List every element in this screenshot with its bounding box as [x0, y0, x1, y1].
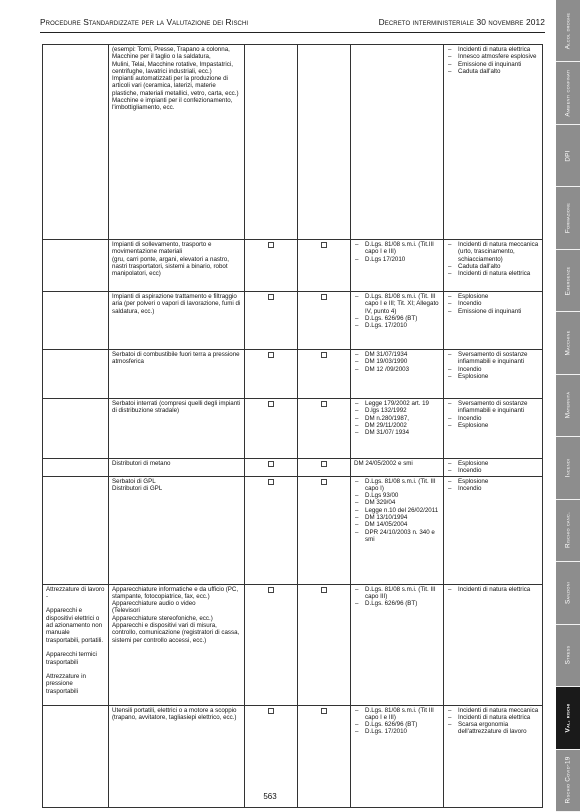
risk-cell	[444, 350, 543, 399]
regulation-item: – D.Lgs. 626/96 (BT)	[354, 600, 440, 607]
regulation-item: – D.Lgs. 17/2010	[354, 728, 440, 735]
regulation-cell	[351, 350, 444, 399]
sidebar-tab[interactable]	[556, 437, 580, 499]
checkbox[interactable]	[321, 352, 327, 358]
header-right-title: Decreto interministeriale 30 novembre 2012	[378, 17, 545, 27]
sidebar-tab[interactable]	[556, 750, 580, 812]
equipment-cell: (esempi: Torni, Presse, Trapano a colonna, Macchine per il taglio o la saldatura, Mulini, Telai, Macchine rotative, Impastatrici, centrifughe, lavatrici industriali, ecc.) Impianti automatizzati per la produzione di articoli vari (ceramica, laterizi, materie plastiche, materiali metallici, vetro, carta, ecc.) Macchine e impianti per il confezionamento, l'imbottigliamento, ecc.	[109, 45, 245, 240]
header-left-title: Procedure Standardizzate per la Valutazione dei Rischi	[40, 17, 249, 27]
risk-cell	[444, 292, 543, 350]
risk-item: – Incidenti di natura elettrica	[447, 714, 539, 721]
checkbox[interactable]	[321, 401, 327, 407]
sidebar-tab-label: Formazione	[564, 203, 572, 234]
table-row	[43, 476, 543, 584]
category-cell	[43, 350, 109, 399]
regulation-item: – DM n.280/1987,	[354, 415, 440, 422]
checkbox[interactable]	[268, 352, 274, 358]
risk-table	[42, 44, 543, 808]
checkbox[interactable]	[268, 461, 274, 467]
regulation-item: – D.lgs 132/1992	[354, 407, 440, 414]
presence-no-cell	[298, 584, 351, 705]
presence-no-cell	[298, 476, 351, 584]
regulation-item: – DPR 24/10/2003 n. 340 e smi	[354, 529, 440, 544]
sidebar-tab-label: Incendi	[564, 458, 572, 478]
category-cell: Attrezzature di lavoro - Apparecchi e dispositivi elettrici o ad azionamento non manuale trasportabili, portatili. Apparecchi termici trasportabili Attrezzature in pressione trasportabili	[43, 584, 109, 705]
sidebar-tab[interactable]	[556, 62, 580, 124]
risk-item: – Scarsa ergonomia dell'attrezzature di lavoro	[447, 721, 539, 736]
page-header	[40, 12, 545, 33]
risk-item: – Incendio	[447, 366, 539, 373]
presence-yes-cell	[245, 45, 298, 240]
page-number: 563	[263, 792, 277, 801]
sidebar-tab[interactable]	[556, 312, 580, 374]
category-cell	[43, 399, 109, 459]
risk-cell	[444, 584, 543, 705]
presence-no-cell	[298, 45, 351, 240]
regulation-item: – DM 29/11/2002	[354, 422, 440, 429]
regulation-cell	[351, 399, 444, 459]
sidebar-tab[interactable]	[556, 250, 580, 312]
presence-yes-cell	[245, 476, 298, 584]
regulation-item: – Legge 179/2002 art. 19	[354, 400, 440, 407]
regulation-item: – D.Lgs. 626/96 (BT)	[354, 315, 440, 322]
regulation-cell	[351, 459, 444, 477]
regulation-item: – DM 19/03/1990	[354, 358, 440, 365]
checkbox[interactable]	[321, 587, 327, 593]
regulation-cell	[351, 292, 444, 350]
sidebar-tab[interactable]	[556, 375, 580, 437]
regulation-item: – D.Lgs. 81/08 s.m.i. (Tit. III capo I)	[354, 478, 440, 493]
sidebar-tab-label: DPI	[564, 150, 572, 162]
presence-no-cell	[298, 459, 351, 477]
category-cell	[43, 240, 109, 292]
presence-no-cell	[298, 399, 351, 459]
regulation-cell	[351, 584, 444, 705]
checkbox[interactable]	[268, 479, 274, 485]
checkbox[interactable]	[268, 708, 274, 714]
sidebar-tab[interactable]	[556, 562, 580, 624]
sidebar-tab-label: Val. rischi	[564, 703, 572, 733]
presence-yes-cell	[245, 240, 298, 292]
risk-item: – Incendio	[447, 467, 539, 474]
presence-no-cell	[298, 292, 351, 350]
table-row	[43, 584, 543, 705]
checkbox[interactable]	[321, 708, 327, 714]
sidebar-tab[interactable]	[556, 625, 580, 687]
regulation-item: – DM 31/07/ 1934	[354, 429, 440, 436]
risk-item: – Incidenti di natura elettrica	[447, 46, 539, 53]
regulation-item: – D.Lgs 93/00	[354, 492, 440, 499]
risk-item: – Esplosione	[447, 373, 539, 380]
sidebar-tab-label: Sanzioni	[564, 581, 572, 604]
risk-item: – Emissione di inquinanti	[447, 308, 539, 315]
regulation-cell	[351, 476, 444, 584]
checkbox[interactable]	[268, 242, 274, 248]
sidebar-tab-label: Emergenze	[564, 266, 572, 295]
table-row	[43, 399, 543, 459]
sidebar-tab-label: Rischio canc.	[564, 512, 572, 549]
checkbox[interactable]	[321, 294, 327, 300]
category-cell	[43, 459, 109, 477]
risk-item: – Emissione di inquinanti	[447, 61, 539, 68]
presence-yes-cell	[245, 399, 298, 459]
table-row	[43, 292, 543, 350]
checkbox[interactable]	[268, 587, 274, 593]
presence-no-cell	[298, 350, 351, 399]
equipment-cell: Serbatoi di combustibile fuori terra a pressione atmosferica	[109, 350, 245, 399]
checkbox[interactable]	[268, 294, 274, 300]
presence-yes-cell	[245, 350, 298, 399]
risk-item: – Esplosione	[447, 478, 539, 485]
category-cell	[43, 45, 109, 240]
equipment-cell: Impianti di aspirazione trattamento e filtraggio aria (per polveri o vapori di lavorazione, fumi di saldatura, ecc.)	[109, 292, 245, 350]
equipment-cell: Serbatoi interrati (compresi quelli degli impianti di distribuzione stradale)	[109, 399, 245, 459]
regulation-item: – D.Lgs. 17/2010	[354, 322, 440, 329]
sidebar-tab-label: Ambienti confinati	[564, 69, 572, 117]
regulation-text: DM 24/05/2002 e smi	[354, 460, 413, 467]
regulation-item: – DM 14/05/2004	[354, 521, 440, 528]
category-cell	[43, 292, 109, 350]
equipment-cell: Impianti di sollevamento, trasporto e movimentazione materiali (gru, carri ponte, argani, elevatori a nastro, nastri trasportatori, sistemi a binario, robot manipolatori, ecc)	[109, 240, 245, 292]
regulation-cell	[351, 240, 444, 292]
sidebar-tab[interactable]	[556, 187, 580, 249]
equipment-cell: Distributori di metano	[109, 459, 245, 477]
risk-item: – Esplosione	[447, 422, 539, 429]
risk-item: – Incidenti di natura meccanica	[447, 707, 539, 714]
sidebar-tab-label: Maternità	[564, 392, 572, 419]
section-sidebar	[556, 0, 580, 812]
checkbox[interactable]	[321, 479, 327, 485]
equipment-cell: Utensili portatili, elettrici o a motore a scoppio (trapano, avvitatore, tagliasiepi elettrico, ecc.)	[109, 705, 245, 807]
sidebar-tab[interactable]	[556, 500, 580, 562]
regulation-item: – DM 12 /09/2003	[354, 366, 440, 373]
category-cell	[43, 476, 109, 584]
risk-cell	[444, 476, 543, 584]
risk-item: – Incidenti di natura meccanica (urto, trascinamento, schiacciamento)	[447, 241, 539, 263]
checkbox[interactable]	[321, 242, 327, 248]
risk-item: – Incendio	[447, 415, 539, 422]
risk-item: – Innesco atmosfere esplosive	[447, 53, 539, 60]
sidebar-tab-label: Rischio Covid-19	[564, 756, 572, 804]
risk-item: – Incidenti di natura elettrica	[447, 586, 539, 593]
equipment-cell: Apparecchiature informatiche e da ufficio (PC, stampante, fotocopiatrice, fax, ecc.) Apparecchiature audio o video (Televisori Apparecchiature stereofoniche, ecc.) Apparecchi e dispositivi vari di misura, controllo, comunicazione (registratori di cassa, sistemi per controllo accessi, ecc.)	[109, 584, 245, 705]
risk-item: – Esplosione	[447, 460, 539, 467]
regulation-item: – D.Lgs. 81/08 s.m.i. (Tit. III capo III)	[354, 586, 440, 601]
risk-cell	[444, 459, 543, 477]
checkbox[interactable]	[268, 401, 274, 407]
regulation-item: – D.Lgs. 81/08 s.m.i. (Tit III capo I e III)	[354, 707, 440, 722]
regulation-item: – D.Lgs. 81/08 s.m.i. (Tit.III capo I e III)	[354, 241, 440, 256]
checkbox[interactable]	[321, 461, 327, 467]
risk-item: – Sversamento di sostanze infiammabili e inquinanti	[447, 400, 539, 415]
sidebar-tab-label: Alcol droghe	[564, 12, 572, 49]
regulation-item: – DM 31/07/1934	[354, 351, 440, 358]
risk-item: – Incendio	[447, 300, 539, 307]
presence-yes-cell	[245, 459, 298, 477]
sidebar-tab[interactable]	[556, 125, 580, 187]
table-row	[43, 240, 543, 292]
sidebar-tab[interactable]	[556, 687, 580, 749]
table-row	[43, 45, 543, 240]
sidebar-tab-label: Stress	[564, 645, 572, 665]
risk-cell	[444, 45, 543, 240]
regulation-item: – D.Lgs. 626/96 (BT)	[354, 721, 440, 728]
risk-item: – Sversamento di sostanze infiammabili e inquinanti	[447, 351, 539, 366]
regulation-cell	[351, 45, 444, 240]
risk-item: – Caduta dall'alto	[447, 68, 539, 75]
presence-no-cell	[298, 240, 351, 292]
risk-cell	[444, 240, 543, 292]
sidebar-tab-label: Macchine	[564, 330, 572, 356]
table-row	[43, 459, 543, 477]
risk-item: – Caduta dall'alto	[447, 263, 539, 270]
equipment-cell: Serbatoi di GPL Distributori di GPL	[109, 476, 245, 584]
sidebar-tab[interactable]	[556, 0, 580, 62]
regulation-item: – DM 329/04	[354, 499, 440, 506]
regulation-item: – D.Lgs. 81/08 s.m.i. (Tit. III capo I e III; Tit. XI; Allegato IV, punto 4)	[354, 293, 440, 315]
regulation-item: – D.Lgs 17/2010	[354, 256, 440, 263]
presence-yes-cell	[245, 584, 298, 705]
risk-item: – Incidenti di natura elettrica	[447, 270, 539, 277]
risk-cell	[444, 399, 543, 459]
regulation-item: – Legge n.10 del 26/02/2011	[354, 507, 440, 514]
regulation-item: – DM 13/10/1994	[354, 514, 440, 521]
risk-item: – Incendio	[447, 485, 539, 492]
presence-yes-cell	[245, 292, 298, 350]
table-row	[43, 350, 543, 399]
risk-item: – Esplosione	[447, 293, 539, 300]
